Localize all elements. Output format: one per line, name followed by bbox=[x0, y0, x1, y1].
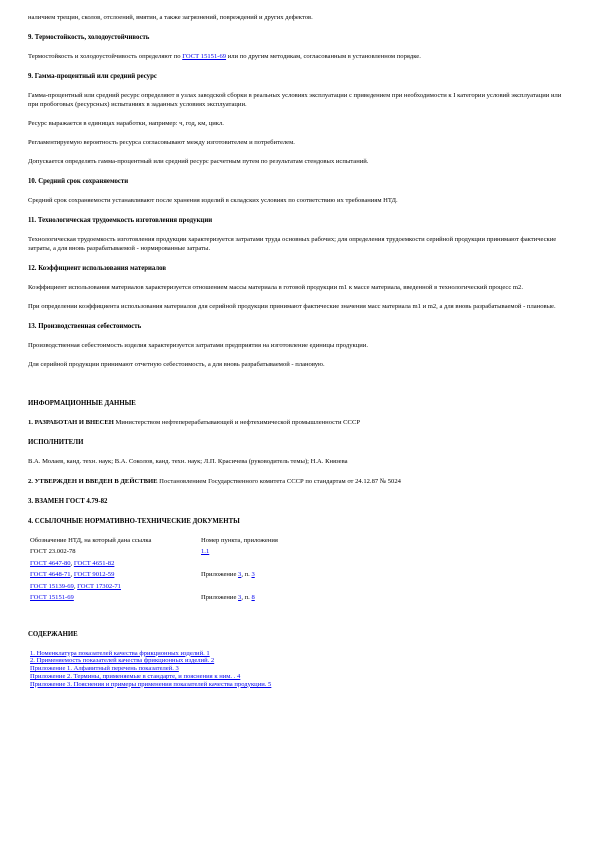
appendix-link[interactable]: 3 bbox=[238, 571, 242, 579]
continuation-text: наличием трещин, сколов, отслоений, вмятин, а также загрязнений, повреждений и других дефектов. bbox=[28, 14, 313, 21]
section-heading: 9. Термостойкость, холодоустойчивость bbox=[28, 34, 150, 42]
section-paragraph: Допускается определять гамма-процентный или средний ресурс расчетным путем по результатам стендовых испытаний. bbox=[28, 158, 369, 166]
gost-link[interactable]: ГОСТ 15139-69 bbox=[30, 582, 74, 590]
appendix-link[interactable]: 8 bbox=[251, 594, 255, 602]
reference-doc-cell: ГОСТ 4647-80, ГОСТ 4651-82 bbox=[30, 559, 115, 567]
document-page bbox=[28, 14, 568, 689]
toc-item bbox=[30, 673, 568, 681]
section-paragraph: Термостойкость и холодоустойчивость определяют по ГОСТ 15151-69 или по другим методикам, согласованным в установленном порядке. bbox=[28, 53, 421, 61]
info-item-1-text: Министерством нефтеперерабатывающей и нефтехимической промышленности СССР bbox=[113, 419, 361, 427]
section-paragraph: При определении коэффициента использования материалов для серийной продукции принимают фактические значения масс материала m1 и m2, а для вновь разрабатываемой - плановые. bbox=[28, 303, 556, 311]
info-item-2-text: Постановлением Государственного комитета СССР по стандартам от 24.12.87 № 5024 bbox=[157, 477, 401, 485]
reference-item-cell bbox=[201, 548, 278, 560]
toc-title: СОДЕРЖАНИЕ bbox=[28, 630, 78, 638]
info-item-3: 3. ВЗАМЕН ГОСТ 4.79-82 bbox=[28, 497, 108, 505]
item-link[interactable]: 1.1 bbox=[201, 548, 210, 556]
section-heading: 10. Средний срок сохраняемости bbox=[28, 178, 129, 186]
toc-item bbox=[30, 650, 568, 658]
info-item-2 bbox=[28, 478, 568, 487]
info-item-4: 4. ССЫЛОЧНЫЕ НОРМАТИВНО-ТЕХНИЧЕСКИЕ ДОКУМЕНТЫ bbox=[28, 517, 240, 525]
references-table-header bbox=[30, 537, 278, 549]
reference-doc-cell: ГОСТ 4648-71, ГОСТ 9012-59 bbox=[30, 571, 115, 579]
references-header-doc: Обозначение НТД, на который дана ссылка bbox=[30, 536, 152, 544]
references-header-item: Номер пункта, приложения bbox=[201, 536, 278, 544]
table-row bbox=[30, 594, 278, 606]
section-heading: 12. Коэффициент использования материалов bbox=[28, 264, 167, 272]
sections bbox=[28, 33, 568, 370]
gost-link[interactable]: ГОСТ 4651-82 bbox=[73, 559, 115, 567]
reference-doc-cell: ГОСТ 15139-69, ГОСТ 17302-71 bbox=[30, 582, 121, 590]
info-item-2-label: 2. УТВЕРЖДЕН И ВВЕДЕН В ДЕЙСТВИЕ bbox=[28, 477, 158, 485]
table-row bbox=[30, 583, 278, 595]
reference-item-cell: Приложение 3, п. 8 bbox=[201, 594, 255, 602]
section-heading: 9. Гамма-процентный или средний ресурс bbox=[28, 73, 157, 81]
toc-link[interactable]: Приложение 3. Пояснения и примеры применения показателей качества продукции. 5 bbox=[30, 680, 272, 688]
section-paragraph: Средний срок сохраняемости устанавливают после хранения изделий в складских условиях по соответствию их требованиям НТД. bbox=[28, 197, 398, 205]
reference-doc-cell: ГОСТ 23.002-78 bbox=[30, 548, 76, 556]
section-paragraph: Регламентируемую вероятность ресурса согласовывают между изготовителем и потребителем. bbox=[28, 138, 295, 146]
gost-link[interactable]: ГОСТ 4648-71 bbox=[30, 571, 71, 579]
appendix-link[interactable]: 3 bbox=[238, 594, 242, 602]
section-heading: 13. Производственная себестоимость bbox=[28, 323, 142, 331]
section-heading: 11. Технологическая трудоемкость изготовления продукции bbox=[28, 217, 213, 225]
reference-item-cell bbox=[201, 560, 278, 572]
toc-item bbox=[30, 665, 568, 673]
executors-text: В.А. Молаев, канд. техн. наук; В.А. Соколов, канд. техн. наук; Л.П. Красичева (руководитель темы); Н.А. Князева bbox=[28, 458, 348, 466]
references-table bbox=[30, 537, 278, 606]
toc-item bbox=[30, 681, 568, 689]
reference-item-cell bbox=[201, 583, 278, 595]
section-paragraph: Ресурс выражается в единицах наработки, например: ч, год, км, цикл. bbox=[28, 119, 224, 127]
table-row bbox=[30, 571, 278, 583]
toc-link[interactable]: 2. Применяемость показателей качества фрикционных изделий. 2 bbox=[30, 657, 215, 665]
section-paragraph: Гамма-процентный или средний ресурс определяют в узлах заводской сборки в реальных условиях эксплуатации с приведением при необходимости к I категории условий эксплуатации или при пробоговых (ресурсных) испытаниях в заданных условиях эксплуатации. bbox=[28, 92, 562, 108]
reference-item-cell: Приложение 3, п. 3 bbox=[201, 571, 255, 579]
gost-link[interactable]: ГОСТ 9012-59 bbox=[73, 571, 115, 579]
section-paragraph: Для серийной продукции принимают отчетную себестоимость, а для вновь разрабатываемой - плановую. bbox=[28, 361, 325, 369]
section-paragraph: Производственная себестоимость изделия характеризуется затратами предприятия на изготовление единицы продукции. bbox=[28, 342, 368, 350]
toc-link[interactable]: Приложение 1. Алфавитный перечень показателей. 3 bbox=[30, 665, 179, 673]
section-paragraph: Технологическая трудоемкость изготовления продукции характеризуется затратами труда основных рабочих; для определения трудоемкости серийной продукции принимают фактические затраты, а для вновь разрабатываемой - нормированные затраты. bbox=[28, 236, 557, 252]
toc-item bbox=[30, 657, 568, 665]
gost-link[interactable]: ГОСТ 4647-80 bbox=[30, 559, 71, 567]
table-row bbox=[30, 560, 278, 572]
executors-label: ИСПОЛНИТЕЛИ bbox=[28, 439, 84, 447]
gost-link[interactable]: ГОСТ 17302-71 bbox=[77, 582, 121, 590]
toc-link[interactable]: 1. Номенклатура показателей качества фрикционных изделий. 1 bbox=[30, 649, 210, 657]
gost-link[interactable]: ГОСТ 15151-69 bbox=[30, 594, 74, 602]
section-paragraph: Коэффициент использования материалов характеризуется отношением массы материала в готовой продукции m1 к массе материала, введенной в технологический процесс m2. bbox=[28, 283, 523, 291]
reference-doc-cell bbox=[30, 594, 201, 606]
toc-link[interactable]: Приложение 2. Термины, применяемые в стандарте, и пояснения к ним. . 4 bbox=[30, 672, 241, 680]
info-title: ИНФОРМАЦИОННЫЕ ДАННЫЕ bbox=[28, 400, 136, 408]
table-row bbox=[30, 548, 278, 560]
gost-link[interactable]: ГОСТ 15151-69 bbox=[182, 53, 227, 61]
table-of-contents bbox=[30, 650, 568, 689]
info-item-1 bbox=[28, 419, 568, 428]
appendix-link[interactable]: 3 bbox=[251, 571, 255, 579]
info-item-1-label: 1. РАЗРАБОТАН И ВНЕСЕН bbox=[28, 419, 114, 427]
